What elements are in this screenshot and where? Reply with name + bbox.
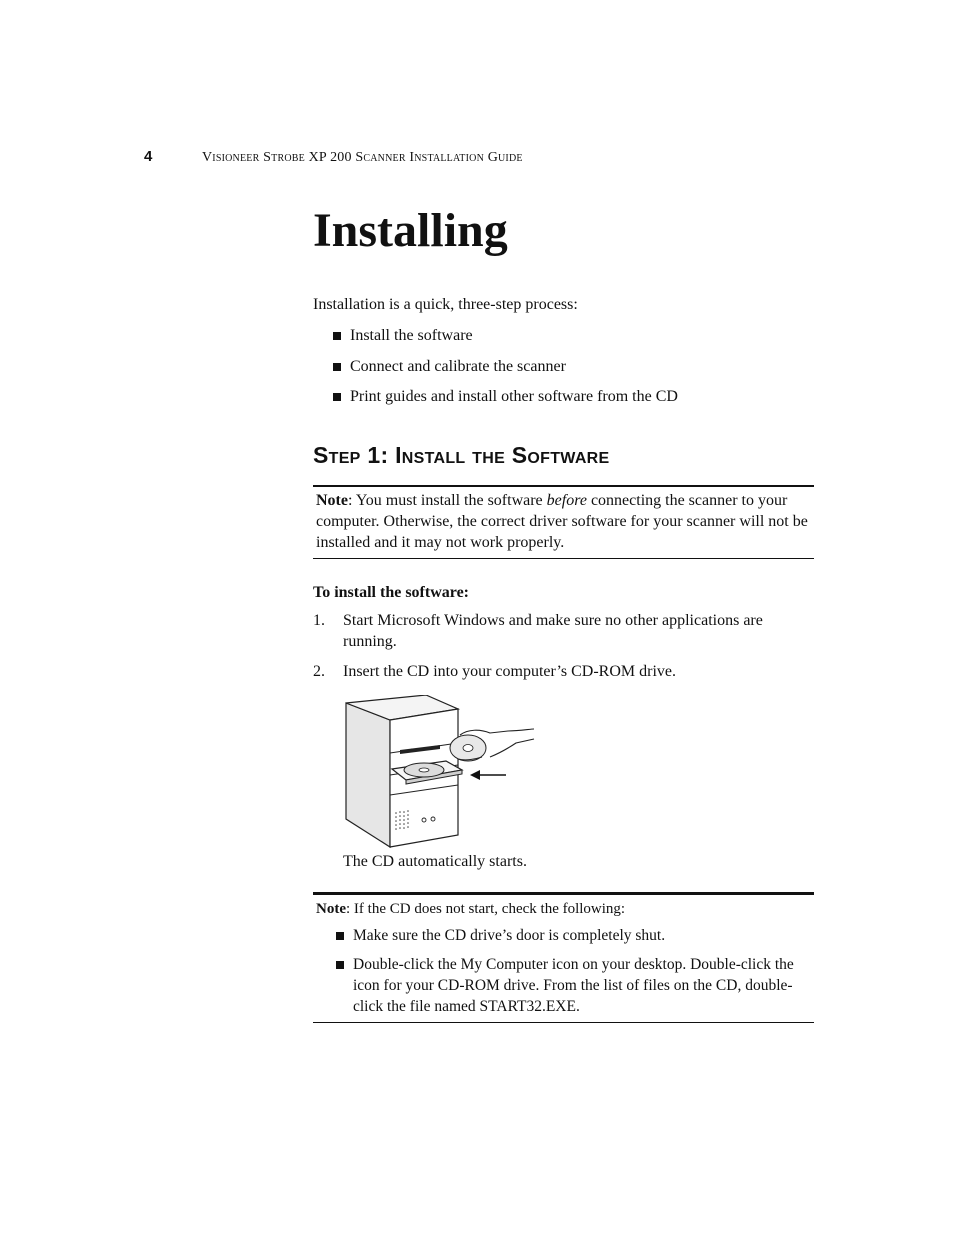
square-bullet-icon [336, 932, 344, 940]
note-text: : If the CD does not start, check the following: [346, 901, 626, 917]
note-label: Note [316, 492, 348, 509]
list-item-text: Double-click the My Computer icon on your desktop. Double-click the icon for your CD-ROM drive. From the list of files on the CD, double-click the file named START32.EXE. [353, 956, 794, 1015]
square-bullet-icon [333, 363, 341, 371]
note-label: Note [316, 901, 346, 917]
list-item-text: Connect and calibrate the scanner [350, 357, 566, 375]
note-intro [316, 899, 811, 919]
list-item-text: Install the software [350, 327, 473, 344]
step-number: 1. [313, 612, 325, 629]
list-item [336, 954, 811, 1017]
process-list [333, 325, 678, 417]
page-title: Installing [313, 204, 508, 257]
steps-list [313, 610, 808, 691]
figure-caption: The CD automatically starts. [343, 853, 527, 870]
step-text: Insert the CD into your computer’s CD-ROM drive. [343, 663, 676, 680]
step-item [313, 610, 808, 652]
step-item [313, 661, 808, 682]
note-list [336, 925, 811, 1017]
list-item [333, 325, 678, 356]
list-item-text: Print guides and install other software from the CD [350, 388, 678, 405]
running-head: Visioneer Strobe XP 200 Scanner Installation Guide [202, 150, 523, 165]
note-box [313, 485, 814, 559]
section-heading: Step 1: Install the Software [313, 442, 610, 468]
note-text: : You must install the software [347, 492, 547, 509]
square-bullet-icon [333, 393, 341, 401]
page-number: 4 [144, 148, 153, 165]
square-bullet-icon [333, 332, 341, 340]
procedure-heading: To install the software: [313, 584, 469, 601]
step-text: Start Microsoft Windows and make sure no other applications are running. [343, 612, 763, 650]
list-item [333, 386, 678, 417]
step-number: 2. [313, 663, 325, 680]
intro-text: Installation is a quick, three-step process: [313, 296, 578, 313]
cd-insert-illustration [340, 695, 540, 850]
note-text: connecting the scanner to your computer. Otherwise, the correct driver software for your scanner will not be installed and it may not work properly. [316, 492, 808, 551]
square-bullet-icon [336, 961, 344, 969]
list-item [336, 925, 811, 946]
note-box [313, 892, 814, 1023]
list-item [333, 356, 678, 387]
list-item-text: Make sure the CD drive’s door is completely shut. [353, 927, 666, 944]
note-emphasis: before [546, 492, 587, 509]
